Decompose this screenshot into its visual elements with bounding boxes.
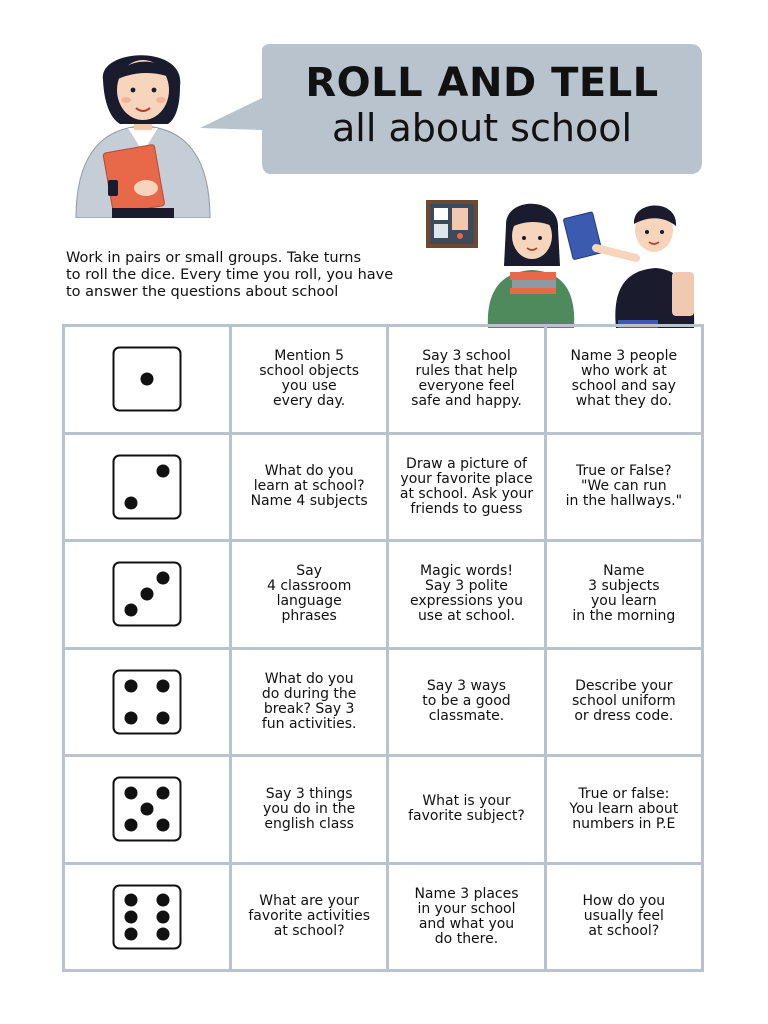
prompt-line: school objects bbox=[259, 363, 360, 380]
prompt-line: you use bbox=[281, 378, 337, 395]
prompt-line: What are your bbox=[259, 893, 360, 910]
prompt-line: who work at bbox=[580, 363, 667, 380]
prompt-line: in your school bbox=[417, 900, 516, 917]
prompt-line: phrases bbox=[281, 608, 337, 625]
prompt-line: Magic words! bbox=[420, 563, 513, 580]
prompt-cell bbox=[388, 648, 545, 756]
prompt-line: What do you bbox=[264, 670, 354, 687]
prompt-line: fun activities. bbox=[261, 715, 357, 732]
prompt-line: How do you bbox=[582, 893, 666, 910]
prompt-cell bbox=[231, 326, 388, 434]
prompt-line: What is your bbox=[422, 793, 511, 810]
prompt-line: Name 4 subjects bbox=[250, 493, 368, 510]
prompt-cell bbox=[388, 541, 545, 649]
prompt-line: you learn bbox=[591, 593, 657, 610]
prompt-line: your favorite place bbox=[400, 470, 533, 487]
prompt-line: you do in the bbox=[263, 800, 356, 817]
prompt-line: favorite activities bbox=[248, 908, 370, 925]
instructions-line: to answer the questions about school bbox=[66, 284, 339, 300]
dice-three-icon bbox=[112, 561, 182, 627]
dice-cell bbox=[64, 541, 231, 649]
roll-and-tell-board bbox=[62, 324, 704, 972]
prompt-cell bbox=[231, 433, 388, 541]
prompt-cell bbox=[545, 326, 702, 434]
prompt-cell bbox=[388, 756, 545, 864]
prompt-line: every day. bbox=[273, 393, 346, 410]
prompt-line: safe and happy. bbox=[411, 393, 522, 410]
prompt-line: use at school. bbox=[417, 608, 516, 625]
dice-five-icon bbox=[112, 776, 182, 842]
students-illustration bbox=[420, 196, 700, 328]
prompt-cell bbox=[545, 648, 702, 756]
page-title: ROLL AND TELL bbox=[305, 60, 659, 106]
prompt-line: expressions you bbox=[410, 593, 523, 610]
prompt-line: or dress code. bbox=[574, 708, 674, 725]
prompt-cell bbox=[231, 756, 388, 864]
prompt-line: language bbox=[276, 593, 342, 610]
prompt-line: at school. Ask your bbox=[399, 485, 534, 502]
prompt-line: Describe your bbox=[575, 678, 673, 695]
prompt-cell bbox=[545, 433, 702, 541]
prompt-line: favorite subject? bbox=[408, 808, 525, 825]
prompt-line: Say bbox=[296, 563, 323, 580]
prompt-line: at school? bbox=[588, 923, 660, 940]
board-row bbox=[64, 541, 703, 649]
instructions-line: to roll the dice. Every time you roll, you have bbox=[66, 267, 394, 283]
prompt-line: do there. bbox=[434, 930, 499, 947]
dice-cell bbox=[64, 863, 231, 971]
prompt-cell bbox=[545, 541, 702, 649]
prompt-line: break? Say 3 bbox=[263, 700, 355, 717]
prompt-line: Draw a picture of bbox=[406, 455, 527, 472]
instructions-line: Work in pairs or small groups. Take turns bbox=[66, 250, 362, 266]
instructions bbox=[66, 250, 446, 301]
prompt-line: Name 3 people bbox=[570, 348, 678, 365]
prompt-line: Say 3 polite bbox=[425, 578, 508, 595]
prompt-cell bbox=[545, 863, 702, 971]
board-row bbox=[64, 433, 703, 541]
prompt-line: school and say bbox=[571, 378, 676, 395]
board-row bbox=[64, 863, 703, 971]
prompt-line: 3 subjects bbox=[588, 578, 660, 595]
prompt-line: do during the bbox=[261, 685, 357, 702]
prompt-line: Name 3 places bbox=[414, 885, 519, 902]
prompt-line: classmate. bbox=[428, 708, 505, 725]
prompt-line: in the morning bbox=[572, 608, 676, 625]
board-row bbox=[64, 756, 703, 864]
prompt-line: friends to guess bbox=[410, 500, 523, 517]
board-row bbox=[64, 326, 703, 434]
prompt-line: True or False? bbox=[576, 463, 672, 480]
prompt-line: Mention 5 bbox=[274, 348, 345, 365]
teacher-illustration bbox=[68, 40, 218, 218]
prompt-line: Say 3 school bbox=[422, 348, 511, 365]
dice-cell bbox=[64, 433, 231, 541]
prompt-line: everyone feel bbox=[418, 378, 515, 395]
page-subtitle: all about school bbox=[331, 106, 633, 150]
prompt-line: "We can run bbox=[581, 478, 667, 495]
prompt-line: You learn about bbox=[569, 800, 679, 817]
prompt-line: Say 3 ways bbox=[426, 678, 507, 695]
prompt-line: numbers in P.E bbox=[572, 815, 676, 832]
dice-one-icon bbox=[112, 346, 182, 412]
prompt-line: school uniform bbox=[572, 693, 676, 710]
dice-cell bbox=[64, 648, 231, 756]
prompt-line: learn at school? bbox=[253, 478, 365, 495]
prompt-line: True or false: bbox=[578, 785, 670, 802]
prompt-cell bbox=[545, 756, 702, 864]
prompt-line: What do you bbox=[264, 463, 354, 480]
prompt-line: 4 classroom bbox=[267, 578, 352, 595]
prompt-cell bbox=[231, 541, 388, 649]
prompt-line: in the hallways." bbox=[565, 493, 683, 510]
board-row bbox=[64, 648, 703, 756]
prompt-line: english class bbox=[264, 815, 354, 832]
prompt-line: Name bbox=[603, 563, 645, 580]
dice-cell bbox=[64, 326, 231, 434]
prompt-line: usually feel bbox=[583, 908, 664, 925]
bulletin-board-icon bbox=[426, 200, 478, 248]
prompt-cell bbox=[388, 326, 545, 434]
dice-cell bbox=[64, 756, 231, 864]
prompt-line: to be a good bbox=[422, 693, 511, 710]
dice-four-icon bbox=[112, 669, 182, 735]
dice-six-icon bbox=[112, 884, 182, 950]
prompt-line: what they do. bbox=[575, 393, 672, 410]
prompt-cell bbox=[231, 863, 388, 971]
prompt-line: and what you bbox=[418, 915, 515, 932]
prompt-cell bbox=[388, 433, 545, 541]
prompt-cell bbox=[231, 648, 388, 756]
dice-two-icon bbox=[112, 454, 182, 520]
prompt-line: rules that help bbox=[415, 363, 518, 380]
prompt-cell bbox=[388, 863, 545, 971]
prompt-line: Say 3 things bbox=[265, 785, 353, 802]
prompt-line: at school? bbox=[273, 923, 345, 940]
